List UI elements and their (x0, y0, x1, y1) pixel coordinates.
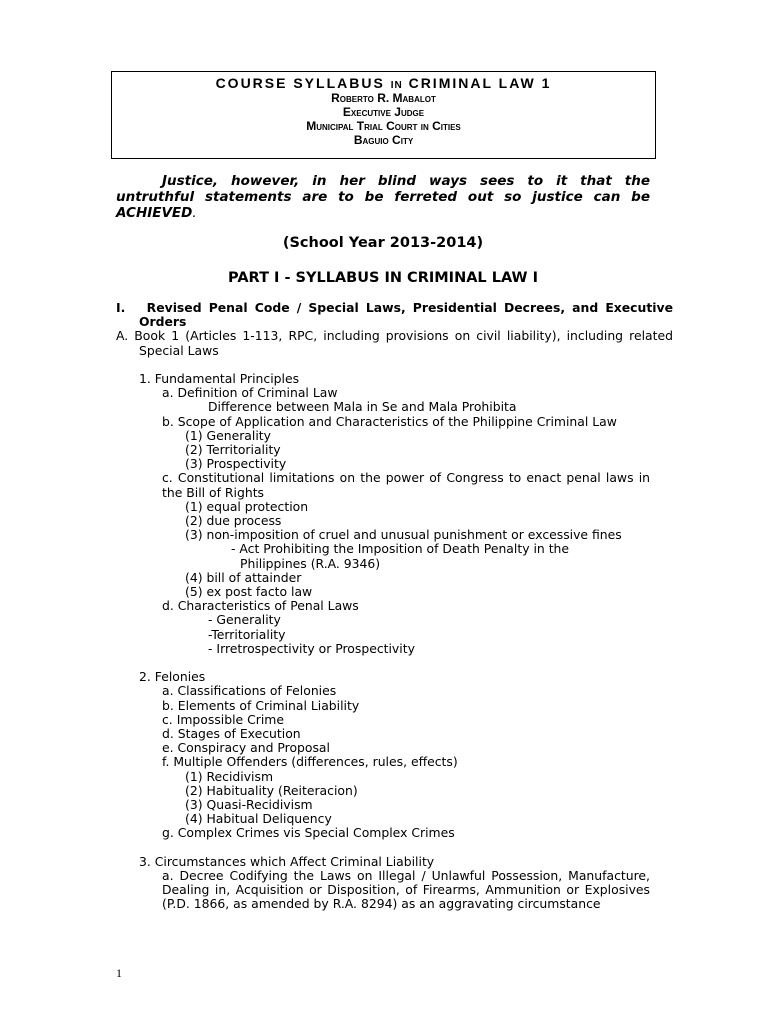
topic-item: d. Characteristics of Penal Laws (162, 598, 359, 614)
page-number: 1 (116, 966, 122, 980)
topic-subitem: Difference between Mala in Se and Mala Prohibita (208, 399, 517, 415)
topic-item: g. Complex Crimes vis Special Complex Crimes (162, 825, 455, 841)
topic-subitem: (5) ex post facto law (185, 584, 313, 600)
topic-subitem: - Irretrospectivity or Prospectivity (208, 640, 415, 656)
topic-heading: 3. Circumstances which Affect Criminal Liability (139, 853, 435, 869)
topic-subitem: (1) Generality (185, 427, 271, 443)
topic-heading: 1. Fundamental Principles (139, 371, 300, 386)
topic-item: c. Impossible Crime (162, 711, 284, 727)
book-heading: A. Book 1 (Articles 1-113, RPC, including provisions on civil liability), including related Special Laws (116, 328, 673, 358)
topic-item: c. Constitutional limitations on the power of Congress to enact penal laws in the Bill of Rights (162, 470, 650, 500)
topic-item: a. Definition of Criminal Law (162, 385, 338, 401)
part-title: PART I - SYLLABUS IN CRIMINAL LAW I (228, 270, 538, 286)
author-name: Roberto R. Mabalot (331, 91, 436, 105)
topic-subitem: (4) Habitual Deliquency (185, 811, 332, 827)
title-part-2: CRIMINAL LAW 1 (408, 75, 552, 91)
epigraph-quote (116, 173, 650, 221)
topic-heading: 2. Felonies (139, 669, 206, 685)
syllabus-header-box (111, 71, 656, 159)
city-name: Baguio City (353, 133, 414, 147)
topic-subitem: (3) Prospectivity (185, 456, 287, 472)
topic-subitem: (2) due process (185, 513, 282, 529)
topic-item: a. Decree Codifying the Laws on Illegal / Unlawful Possession, Manufacture, Dealing in, Acquisition or Disposition, of Firearms, Ammunition or Explosives (P.D. 1866, as amended by R.A. 8294) as an aggravating circumstance (162, 868, 650, 912)
topic-subitem: -Territoriality (208, 626, 286, 642)
topic-subitem: (2) Habituality (Reiteracion) (185, 782, 358, 798)
court-name: Municipal Trial Court in Cities (306, 119, 461, 133)
topic-item: f. Multiple Offenders (differences, rules, effects) (162, 754, 458, 770)
topic-subitem: - Act Prohibiting the Imposition of Death Penalty in the Philippines (R.A. 9346) (231, 541, 570, 571)
course-title (112, 75, 655, 91)
topic-item: e. Conspiracy and Proposal (162, 740, 330, 756)
epigraph-tail: . (192, 205, 197, 221)
title-part-1: COURSE SYLLABUS (215, 75, 385, 91)
school-year: (School Year 2013-2014) (282, 235, 484, 251)
topic-subitem: (1) equal protection (185, 498, 309, 514)
topic-subitem: (3) non-imposition of cruel and unusual punishment or excessive fines (185, 527, 622, 543)
topic-item: b. Scope of Application and Characteristics of the Philippine Criminal Law (162, 413, 617, 429)
topic-item: d. Stages of Execution (162, 726, 301, 742)
topic-subitem: - Generality (208, 612, 281, 628)
topic-item: b. Elements of Criminal Liability (162, 697, 360, 713)
epigraph-text: Justice, however, in her blind ways sees to it that the untruthful statements are to be ferreted out so justice can be ACHIEVED (116, 173, 650, 221)
topic-subitem: (4) bill of attainder (185, 569, 302, 585)
topic-subitem: (3) Quasi-Recidivism (185, 797, 313, 813)
title-in: IN (390, 80, 403, 91)
section-heading: I. Revised Penal Code / Special Laws, Presidential Decrees, and Executive Orders (116, 300, 673, 330)
topic-subitem: (1) Recidivism (185, 768, 274, 784)
syllabus-outline (0, 301, 768, 912)
topic-item: a. Classifications of Felonies (162, 683, 337, 699)
author-position: Executive Judge (342, 105, 425, 119)
topic-subitem: (2) Territoriality (185, 442, 281, 458)
